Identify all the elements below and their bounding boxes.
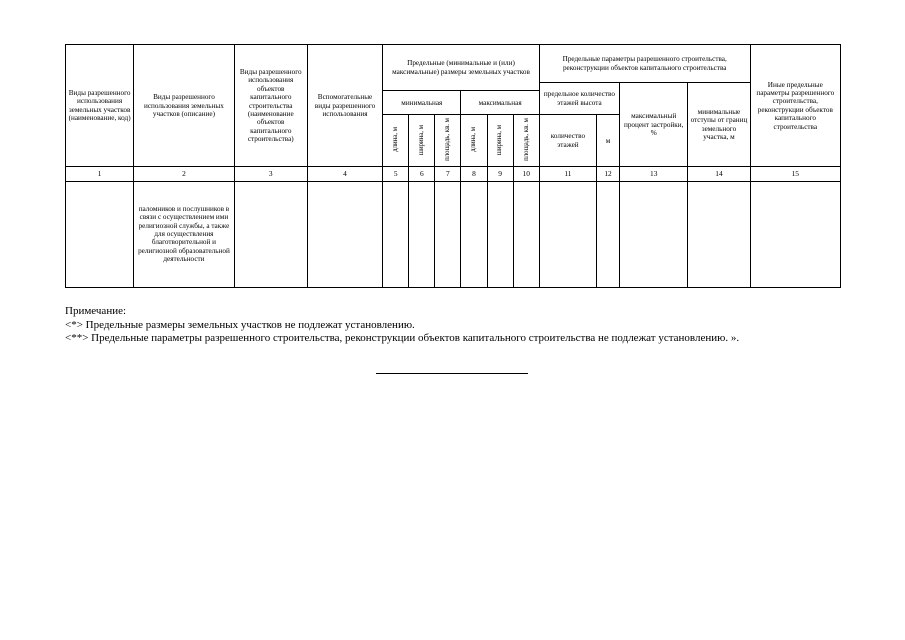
notes-section [65,305,841,346]
table-cell [383,181,409,287]
table-cell [307,181,382,287]
header-max-coverage: максимальный процент застройки, % [620,83,688,167]
table-cell [597,181,620,287]
table-cell [620,181,688,287]
note-plot-sizes: <*> Предельные размеры земельных участков не подлежат установлению. [65,318,415,331]
regulations-table [65,44,841,288]
table-cell [539,181,596,287]
header-max-width: ширина, м [487,115,513,167]
column-number: 5 [383,167,409,181]
note-construction-params: <**> Предельные параметры разрешенного строительства, реконструкции объектов капитального строительства не подлежат установлению. ». [65,332,740,344]
column-number: 2 [134,167,234,181]
header-min-setbacks: минимальные отступы от границ земельного участка, м [688,83,750,167]
header-minimal: минимальная [383,91,461,115]
header-max-length: длина, м [461,115,487,167]
header-height-m: м [597,115,620,167]
header-max-floors-height: предельное количество этажей высота [539,83,619,115]
header-min-width: ширина, м [409,115,435,167]
column-numbers-row [66,167,841,181]
notes-title: Примечание: [65,305,127,317]
table-cell [688,181,750,287]
column-number: 11 [539,167,596,181]
header-plot-size-limits: Предельные (минимальные и (или) максимальные) размеры земельных участков [383,45,540,91]
column-number: 3 [234,167,307,181]
column-number: 9 [487,167,513,181]
column-number: 14 [688,167,750,181]
header-min-area: площадь, кв. м [435,115,461,167]
column-number: 15 [750,167,840,181]
table-cell [513,181,539,287]
table-cell [461,181,487,287]
column-number: 4 [307,167,382,181]
header-max-area: площадь, кв. м [513,115,539,167]
table-row [66,181,841,287]
column-number: 1 [66,167,134,181]
column-number: 8 [461,167,487,181]
table-cell [750,181,840,287]
header-auxiliary-uses: Вспомогательные виды разрешенного использования [307,45,382,167]
header-floors-count: количество этажей [539,115,596,167]
separator-line [376,373,528,374]
header-land-use-types: Виды разрешенного использования земельных участков (наименование, код) [66,45,134,167]
header-land-use-description: Виды разрешенного использования земельных участков (описание) [134,45,234,167]
header-construction-params: Предельные параметры разрешенного строительства, реконструкции объектов капитального строительства [539,45,750,83]
land-use-description-cell: паломников и послушников в связи с осуществлением ими религиозной службы, а также для осуществления благотворительной и религиозной образовательной деятельности [134,181,234,287]
column-number: 12 [597,167,620,181]
table-cell [409,181,435,287]
header-building-use-types: Виды разрешенного использования объектов капитального строительства (наименование объектов капитального строительства) [234,45,307,167]
header-other-params: Иные предельные параметры разрешенного строительства, реконструкции объектов капитального строительства [750,45,840,167]
table-cell [66,181,134,287]
table-cell [234,181,307,287]
table-cell [435,181,461,287]
column-number: 10 [513,167,539,181]
header-min-length: длина, м [383,115,409,167]
column-number: 13 [620,167,688,181]
column-number: 6 [409,167,435,181]
table-cell [487,181,513,287]
column-number: 7 [435,167,461,181]
header-maximal: максимальная [461,91,539,115]
